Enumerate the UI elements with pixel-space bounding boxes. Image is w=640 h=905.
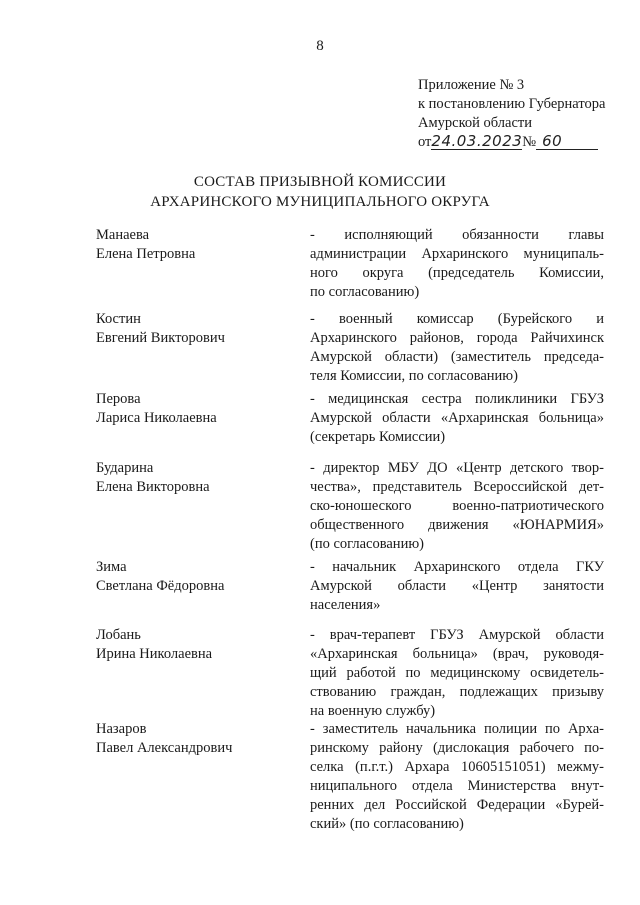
- member-role: [310, 310, 604, 386]
- member-surname: Зима: [96, 559, 127, 575]
- member-role: [310, 626, 604, 721]
- title-line-2: АРХАРИНСКОГО МУНИЦИПАЛЬНОГО ОКРУГА: [150, 194, 490, 210]
- member-name: [96, 459, 310, 554]
- member-name: [96, 626, 310, 721]
- member-surname: Перова: [96, 391, 141, 407]
- member-role: [310, 720, 604, 834]
- member-role-line: ско-юношеского военно-патриотического: [310, 498, 604, 514]
- member-name: [96, 226, 310, 302]
- member-role-line: - исполняющий обязанности главы: [310, 227, 604, 243]
- member-role: [310, 226, 604, 302]
- number-prefix: №: [522, 134, 537, 150]
- member-role-line: ного округа (председатель Комиссии,: [310, 265, 604, 281]
- member-given-names: Павел Александрович: [96, 740, 233, 756]
- member-given-names: Лариса Николаевна: [96, 410, 217, 426]
- handwritten-date: 24.03.2023: [431, 132, 523, 150]
- member-role-line: - директор МБУ ДО «Центр детского твор-: [310, 460, 604, 476]
- member-role-line: - начальник Архаринского отдела ГКУ: [310, 559, 604, 575]
- member-role-line: Архаринского районов, города Райчихинск: [310, 330, 604, 346]
- member-role-line: населения»: [310, 597, 381, 613]
- member-role: [310, 558, 604, 615]
- document-title: [0, 172, 640, 212]
- member-role-line: ниципального отдела Министерства внут-: [310, 778, 604, 794]
- member-role-line: администрации Архаринского муниципаль-: [310, 246, 604, 262]
- member-role-line: ринскому району (дислокация рабочего по-: [310, 740, 604, 756]
- member-row: [96, 626, 604, 721]
- member-given-names: Елена Викторовна: [96, 479, 210, 495]
- member-row: [96, 720, 604, 834]
- member-given-names: Евгений Викторович: [96, 330, 225, 346]
- member-role-line: на военную службу): [310, 703, 436, 719]
- member-role-line: селка (п.г.т.) Архара 10605151051) межму-: [310, 759, 604, 775]
- member-role-line: ствованию граждан, подлежащих призыву: [310, 684, 604, 700]
- member-name: [96, 720, 310, 834]
- member-role-line: «Архаринская больница» (врач, руководя-: [310, 646, 604, 662]
- member-role-line: Амурской области «Архаринская больница»: [310, 410, 604, 426]
- annex-region: Амурской области: [418, 115, 532, 131]
- member-role-line: - врач-терапевт ГБУЗ Амурской области: [310, 627, 604, 643]
- member-given-names: Ирина Николаевна: [96, 646, 213, 662]
- member-role-line: чества», представитель Всероссийской дет-: [310, 479, 604, 495]
- member-surname: Назаров: [96, 721, 147, 737]
- member-role: [310, 390, 604, 447]
- member-role-line: щий работой по медицинскому освидетель-: [310, 665, 604, 681]
- member-given-names: Елена Петровна: [96, 246, 196, 262]
- member-row: [96, 558, 604, 615]
- member-name: [96, 310, 310, 386]
- member-surname: Манаева: [96, 227, 150, 243]
- member-role-line: Амурской области) (заместитель председа-: [310, 349, 604, 365]
- member-role-line: ренних дел Российской Федерации «Бурей-: [310, 797, 604, 813]
- handwritten-number: 60: [536, 133, 598, 150]
- member-role-line: ский» (по согласованию): [310, 816, 464, 832]
- member-row: [96, 459, 604, 554]
- annex-block: [418, 76, 633, 152]
- annex-reference: к постановлению Губернатора: [418, 96, 606, 112]
- annex-date-number: [418, 133, 633, 152]
- member-role-line: теля Комиссии, по согласованию): [310, 368, 518, 384]
- member-role-line: (по согласованию): [310, 536, 424, 552]
- member-role-line: Амурской области «Центр занятости: [310, 578, 604, 594]
- member-given-names: Светлана Фёдоровна: [96, 578, 225, 594]
- member-role-line: - военный комиссар (Бурейского и: [310, 311, 604, 327]
- member-row: [96, 390, 604, 447]
- member-surname: Бударина: [96, 460, 154, 476]
- date-prefix: от: [418, 134, 432, 150]
- member-role-line: (секретарь Комиссии): [310, 429, 446, 445]
- member-row: [96, 226, 604, 302]
- member-role-line: общественного движения «ЮНАРМИЯ»: [310, 517, 604, 533]
- member-role: [310, 459, 604, 554]
- member-surname: Костин: [96, 311, 141, 327]
- member-name: [96, 558, 310, 615]
- member-role-line: - заместитель начальника полиции по Арха-: [310, 721, 604, 737]
- member-role-line: - медицинская сестра поликлиники ГБУЗ: [310, 391, 604, 407]
- title-line-1: СОСТАВ ПРИЗЫВНОЙ КОМИССИИ: [193, 174, 447, 190]
- annex-title: Приложение № 3: [418, 77, 525, 93]
- member-role-line: по согласованию): [310, 284, 420, 300]
- member-surname: Лобань: [96, 627, 141, 643]
- page-number: 8: [316, 38, 324, 54]
- member-name: [96, 390, 310, 447]
- member-row: [96, 310, 604, 386]
